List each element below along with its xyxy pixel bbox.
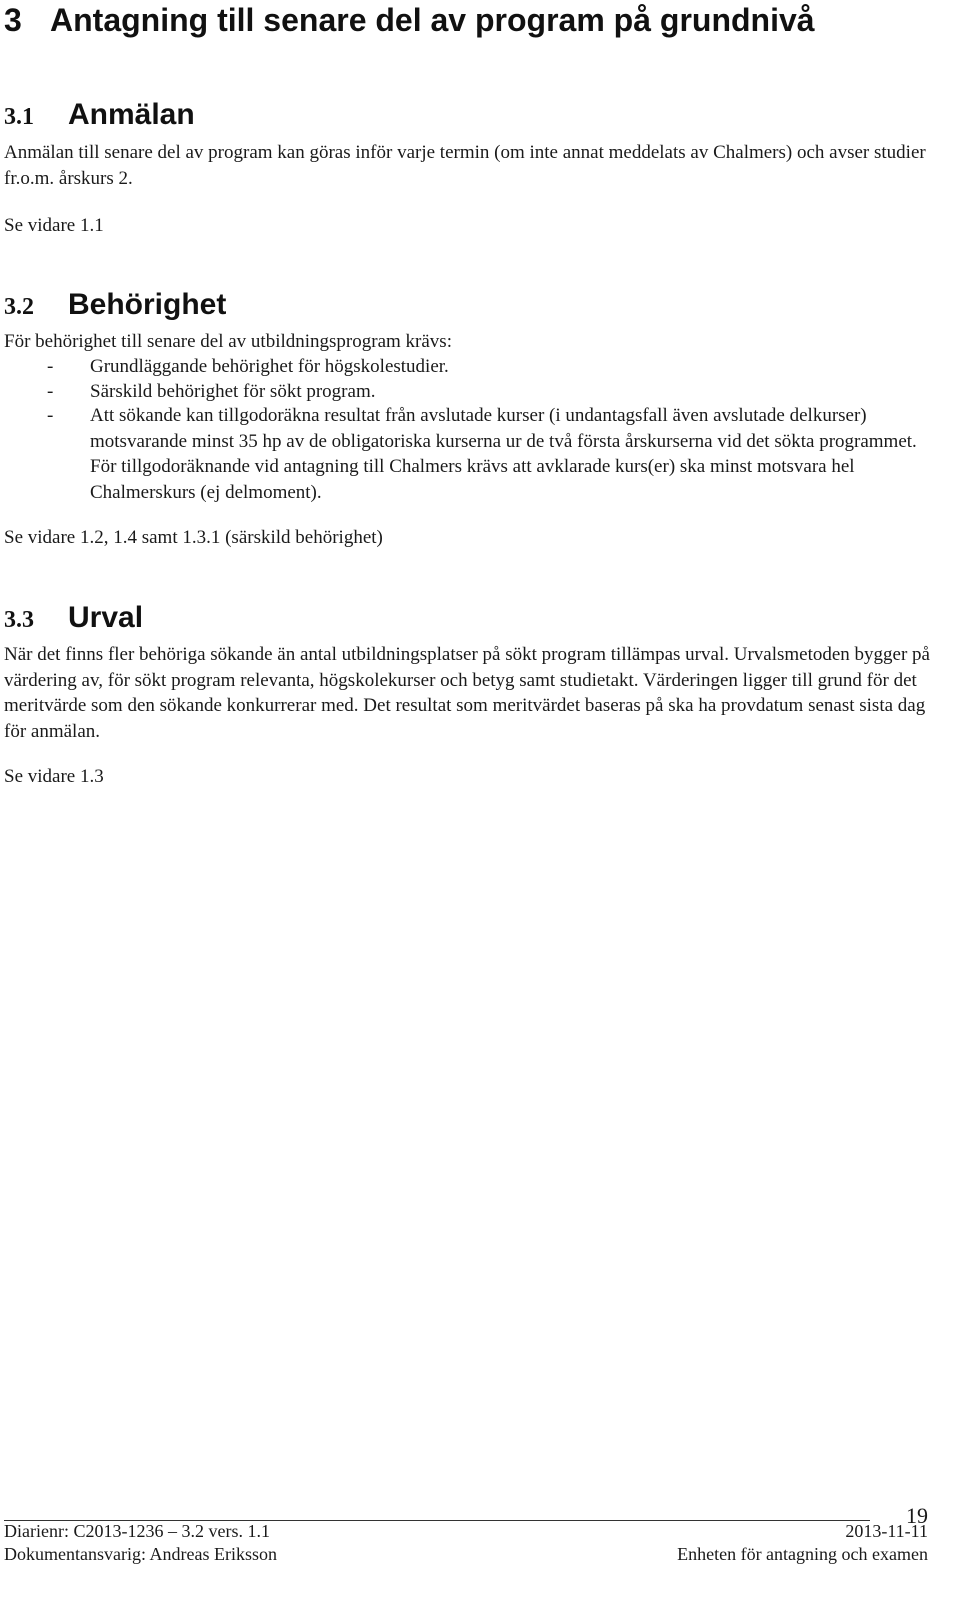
section-number: 3.1 [4, 104, 34, 130]
see-also-1-1: Se vidare 1.1 [4, 215, 104, 236]
list-dash: - [47, 356, 54, 377]
section-number: 3.3 [4, 607, 34, 633]
list-item-text: Grundläggande behörighet för högskolestudier. [90, 356, 449, 377]
see-also-1-2: Se vidare 1.2, 1.4 samt 1.3.1 (särskild behörighet) [4, 527, 383, 548]
section-number: 3.2 [4, 294, 34, 320]
list-item-text: Särskild behörighet för sökt program. [90, 381, 376, 402]
footer-diarienr: Diarienr: C2013-1236 – 3.2 vers. 1.1 [4, 1521, 270, 1541]
section-title: Anmälan [68, 98, 195, 131]
section-title: Urval [68, 601, 144, 634]
footer-date: 2013-11-11 [845, 1521, 928, 1541]
list-item [4, 379, 944, 405]
chapter-title: Antagning till senare del av program på grundnivå [50, 2, 815, 38]
section-heading-3-3 [4, 600, 143, 638]
paragraph-behorighet-intro: För behörighet till senare del av utbildningsprogram krävs: [4, 331, 452, 352]
paragraph-anmalan: Anmälan till senare del av program kan göras inför varje termin (om inte annat meddelats av Chalmers) och avser studier fr.o.m. årskurs 2. [4, 142, 926, 189]
paragraph-urval: När det finns fler behöriga sökande än antal utbildningsplatser på sökt program tillämpas urval. Urvalsmetoden bygger på värdering av, för sökt program relevanta, högskolekurser och betyg samt studietakt. Värderingen ligger till grund för det meritvärde som den sökande konkurrerar med. Det resultat som meritvärdet baseras på ska ha provdatum senast sista dag för anmälan. [4, 644, 930, 742]
chapter-heading [4, 0, 815, 40]
list-item-text: Att sökande kan tillgodoräkna resultat från avslutade kurser (i undantagsfall även avslutade delkurser) motsvarande minst 35 hp av de obligatoriska kurserna ur de två första årskurserna vid det sökta programmet. För tillgodoräknande vid antagning till Chalmers krävs att avklarade kurs(er) ska minst motsvara hel Chalmerskurs (ej delmoment). [90, 405, 917, 503]
footer-unit: Enheten för antagning och examen [677, 1544, 928, 1564]
see-also-1-3: Se vidare 1.3 [4, 766, 104, 787]
chapter-number: 3 [4, 2, 22, 38]
section-heading-3-1 [4, 97, 195, 135]
footer-responsible: Dokumentansvarig: Andreas Eriksson [4, 1544, 277, 1564]
section-title: Behörighet [68, 288, 227, 321]
page-number: 19 [906, 1503, 928, 1528]
section-heading-3-2 [4, 287, 226, 325]
list-item [4, 354, 944, 380]
list-dash: - [47, 405, 54, 426]
list-dash: - [47, 381, 54, 402]
list-item [4, 403, 944, 505]
